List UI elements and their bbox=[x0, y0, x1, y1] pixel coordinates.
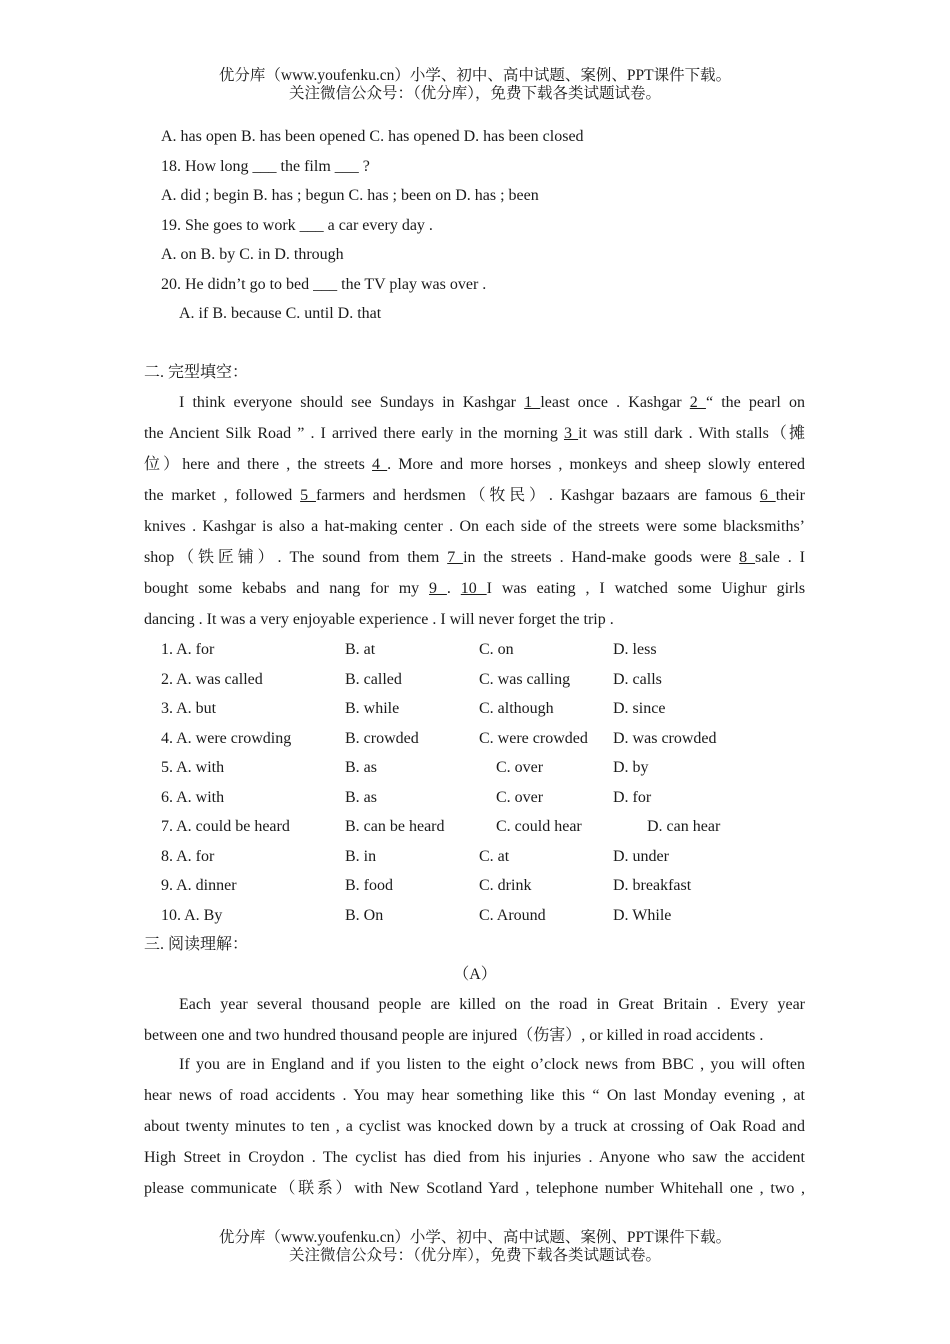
option-c: C. could hear bbox=[496, 818, 582, 835]
page-footer bbox=[0, 1229, 950, 1265]
option-b: B. crowded bbox=[345, 730, 419, 747]
blank-9: 9 bbox=[429, 580, 447, 597]
option-d: D. can hear bbox=[647, 818, 721, 835]
option-d: D. was crowded bbox=[613, 730, 717, 747]
option-b: B. while bbox=[345, 700, 400, 717]
option-c: C. was calling bbox=[479, 671, 571, 688]
cloze-line: 位）here and there , the streets 4 . More and more horses , monkeys and sheep slowly entered bbox=[144, 456, 805, 473]
blank-10: 10 bbox=[460, 580, 487, 597]
option-d: D. since bbox=[613, 700, 666, 717]
page-header bbox=[0, 67, 950, 103]
option-d: D. for bbox=[613, 789, 652, 806]
cloze-line: bought some kebabs and nang for my 9 . 10 I was eating , I watched some Uighur girls bbox=[144, 580, 806, 597]
reading-line: about twenty minutes to ten , a cyclist was knocked down by a truck at crossing of Oak Road and bbox=[144, 1118, 805, 1135]
header-line-2: 关注微信公众号：（优分库），免费下载各类试题试卷。 bbox=[288, 85, 661, 102]
blank-1: 1 bbox=[524, 394, 541, 411]
reading-line: If you are in England and if you listen to the eight o’clock news from BBC , you will often bbox=[179, 1056, 805, 1073]
blank-3: 3 bbox=[563, 425, 579, 442]
option-b: B. called bbox=[345, 671, 402, 688]
reading-line: High Street in Croydon . The cyclist has died from his injuries . Anyone who saw the accident bbox=[144, 1149, 805, 1166]
cloze-line: the Ancient Silk Road ” . I arrived there early in the morning 3 it was still dark . With stalls（摊 bbox=[144, 425, 805, 442]
option-a: 9. A. dinner bbox=[161, 877, 237, 894]
option-a: 1. A. for bbox=[161, 641, 215, 658]
option-a: 3. A. but bbox=[161, 700, 217, 717]
q18-options: A. did ; begin B. has ; begun C. has ; been on D. has ; been bbox=[161, 187, 539, 204]
footer-line-2: 关注微信公众号：（优分库），免费下载各类试题试卷。 bbox=[288, 1247, 661, 1264]
q20-options: A. if B. because C. until D. that bbox=[179, 305, 382, 322]
blank-7: 7 bbox=[447, 549, 464, 566]
reading-line: please communicate（联系）with New Scotland Yard , telephone number Whitehall one , two , bbox=[144, 1180, 805, 1197]
option-d: D. under bbox=[613, 848, 669, 865]
section3-title: 三. 阅读理解： bbox=[144, 936, 249, 953]
q19-options: A. on B. by C. in D. through bbox=[161, 246, 344, 263]
passage-label: （A） bbox=[453, 966, 497, 983]
option-b: B. On bbox=[345, 907, 384, 924]
footer-line-1: 优分库（www.youfenku.cn）小学、初中、高中试题、案例、PPT课件下载。 bbox=[218, 1229, 732, 1246]
option-c: C. over bbox=[496, 759, 544, 776]
option-c: C. although bbox=[479, 700, 554, 717]
header-line-1: 优分库（www.youfenku.cn）小学、初中、高中试题、案例、PPT课件下载。 bbox=[218, 67, 732, 84]
option-a: 6. A. with bbox=[161, 789, 225, 806]
blank-2: 2 bbox=[689, 394, 706, 411]
option-d: D. While bbox=[613, 907, 672, 924]
q18-text: 18. How long ___ the film ___ ? bbox=[161, 158, 370, 175]
blank-5: 5 bbox=[300, 487, 316, 504]
reading-line: Each year several thousand people are killed on the road in Great Britain . Every year bbox=[179, 996, 805, 1013]
option-c: C. were crowded bbox=[479, 730, 588, 747]
q17-options: A. has open B. has been opened C. has opened D. has been closed bbox=[161, 128, 584, 145]
section2-title: 二. 完型填空： bbox=[144, 364, 249, 381]
option-c: C. over bbox=[496, 789, 544, 806]
reading-line: between one and two hundred thousand people are injured（伤害）, or killed in road accidents . bbox=[144, 1027, 764, 1044]
reading-line: hear news of road accidents . You may hear something like this “ On last Monday evening , at bbox=[144, 1087, 805, 1104]
option-b: B. food bbox=[345, 877, 393, 894]
cloze-line: knives . Kashgar is also a hat-making center . On each side of the streets were some blacksmiths’ bbox=[144, 518, 805, 535]
option-b: B. at bbox=[345, 641, 376, 658]
option-a: 2. A. was called bbox=[161, 671, 263, 688]
option-a: 5. A. with bbox=[161, 759, 225, 776]
cloze-line: shop（铁匠铺）. The sound from them 7 in the streets . Hand-make goods were 8 sale . I bbox=[144, 549, 806, 566]
q20-text: 20. He didn’t go to bed ___ the TV play was over . bbox=[161, 276, 487, 293]
option-c: C. at bbox=[479, 848, 510, 865]
option-a: 10. A. By bbox=[161, 907, 223, 924]
option-a: 4. A. were crowding bbox=[161, 730, 292, 747]
q19-text: 19. She goes to work ___ a car every day . bbox=[161, 217, 433, 234]
blank-6: 6 bbox=[759, 487, 776, 504]
option-d: D. calls bbox=[613, 671, 662, 688]
option-c: C. drink bbox=[479, 877, 532, 894]
option-b: B. as bbox=[345, 759, 377, 776]
cloze-line: I think everyone should see Sundays in Kashgar 1 least once . Kashgar 2 “ the pearl on bbox=[179, 394, 806, 411]
option-a: 8. A. for bbox=[161, 848, 215, 865]
option-b: B. as bbox=[345, 789, 377, 806]
option-d: D. less bbox=[613, 641, 657, 658]
option-d: D. by bbox=[613, 759, 649, 776]
option-b: B. in bbox=[345, 848, 377, 865]
option-a: 7. A. could be heard bbox=[161, 818, 290, 835]
blank-8: 8 bbox=[739, 549, 756, 566]
cloze-line: dancing . It was a very enjoyable experience . I will never forget the trip . bbox=[144, 611, 614, 628]
cloze-line: the market , followed 5 farmers and herdsmen（牧民）. Kashgar bazaars are famous 6 their bbox=[144, 487, 806, 504]
option-c: C. on bbox=[479, 641, 514, 658]
blank-4: 4 bbox=[372, 456, 388, 473]
option-c: C. Around bbox=[479, 907, 546, 924]
option-d: D. breakfast bbox=[613, 877, 692, 894]
option-b: B. can be heard bbox=[345, 818, 445, 835]
